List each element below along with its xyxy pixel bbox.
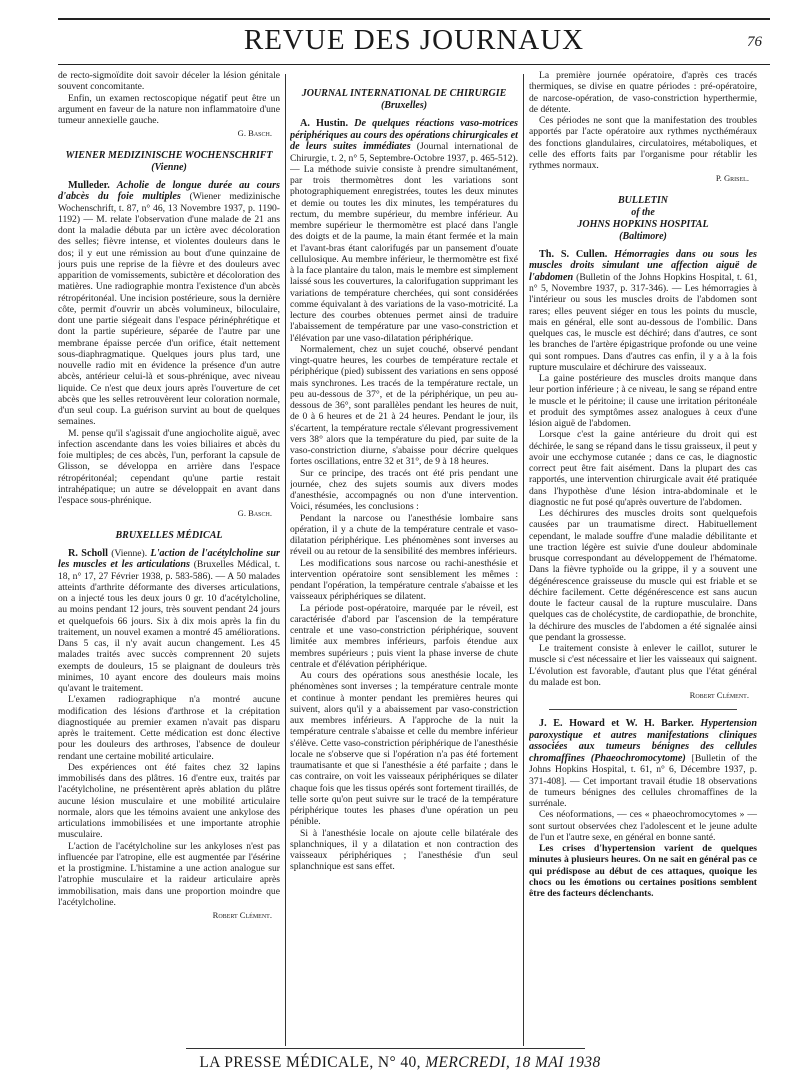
paragraph: Les modifications sous narcose ou rachi-anesthésie et intervention opératoire sont sensiblement les mêmes : pendant l'opération, la température centrale s'abaisse et les vaisseaux périphériques se dilatent. [290,557,518,603]
page-number: 76 [747,34,762,50]
paragraph: Au cours des opérations sous anesthésie locale, les phénomènes sont inverses ; la température centrale monte et continue à monter pendant les premières heures qui suivent, alors qu'il y a abaissement par vaso-constriction aux membres inférieurs. A l'approche de la nuit la température centrale s'abaisse et celle du membre inférieur s'élève. Cette vaso-constriction périphérique de l'anesthésie locale ne s'observe que si l'opération n'a pas été fortement traumatisante et que si l'anesthésie a été parfaite ; dans le cas contraire, on voit les vaisseaux périphériques se dilater chaque fois que les tissus opérés sont fortement tiraillés, de telle sorte qu'on peut suivre sur le tracé de la température périphérique toutes les phases d'une opération un peu pénible. [290,670,518,828]
journal-heading: JOURNAL INTERNATIONAL DE CHIRURGIE (Bruxelles) [301,88,507,111]
paragraph: Normalement, chez un sujet couché, observé pendant vingt-quatre heures, les courbes de température rectale et périphérique (pied) subissent des variations en sens opposé mais synchrones. Les tracés de la température rectale, un peu au-dessous de 37°, et de la périphérique, un peu au-dessous de 36°, sont parallèles pendant les heures de nuit, de 0 à 6 heures et de 21 à 24 heures. Pendant le jour, ils s'écartent, la température rectale s'élevant progressivement vers 38° alors que la température du pied, par suite de la vaso-constriction diurne, s'abaisse pour décrire quelques fortes oscillations, entre 32 et 31°, de 9 à 18 heures. [290,343,518,468]
signature: P. Grisel. [715,173,749,184]
paragraph: Ces périodes ne sont que la manifestation des troubles apportés par l'acte opératoire aux rythmes nycthéméraux des fonctions glandulaires, circulatoires, métaboliques, et celle des efforts faits par l'organisme pour rétablir les rythmes normaux. [529,115,757,171]
paragraph: Lorsque c'est la gaine antérieure du droit qui est déchirée, le sang se répand dans le tissu graisseux, il peut y avoir une ecchymose cutanée ; dans ce cas, le diagnostic correct peut être fait aisément. Dans la plupart des cas rapportés, une intervention chirurgicale avait été pratiquée dans l'hypothèse d'une lésion intra-abdominale et le diagnostic ne fut posé qu'après ouverture de l'abdomen. [529,429,757,508]
paragraph: M. pense qu'il s'agissait d'une angiocholite aiguë, avec infection ascendante dans les voies biliaires et abcès du foie multiples; de ces abcès, l'un, perforant la capsule de Glisson, se développa en arrière dans l'espace rétropéritonéal; cependant qu'une partie restait intrahépatique; un autre se développait en avant dans l'espace sous-phrénique. [58,427,280,506]
journal-heading: BULLETIN of the JOHNS HOPKINS HOSPITAL (Baltimore) [577,194,709,242]
journal-heading: WIENER MEDIZINISCHE WOCHENSCHRIFT (Vienne) [65,149,273,173]
article-lead: R. Scholl (Vienne). L'action de l'acétylcholine sur les muscles et les articulations (Bruxelles Médical, t. 18, n° 17, 27 Février 1938, p. 583-586). — A 50 malades atteints d'arthrite déformante des diverses articulations, on a injecté tous les deux jours 0 gr. 10 d'acétylcholine, au moins pendant 12 jours, très souvent pendant 24 jours et quelquefois 66 jours. Six à dix mois après la fin du traitement, un nouvel examen a montré 45 améliorations. Dans 5 cas, il n'y avait aucun changement. Les 45 malades traités avec succès comprennent 20 sujets exempts de douleurs, 15 se plaignant de douleurs très minimes, 10 ayant encore des douleurs mais moins qu'avant le traitement. [58,547,280,694]
article-separator [549,709,737,710]
column-divider [285,74,286,1046]
signature: Robert Clément. [212,910,272,920]
paragraph: Si à l'anesthésie locale on ajoute celle bilatérale des splanchniques, il y a dilatation et non contraction des vaisseaux périphériques ; l'anesthésie d'un seul splanchnique est sans effet. [290,827,518,873]
header-top-rule [58,18,770,20]
paragraph: La gaine postérieure des muscles droits manque dans leur portion inférieure ; à ce niveau, le sang se répand entre le muscle et le péritoine; il cause une irritation péritonéale et produit des symptômes assez analogues à ceux d'une lésion aiguë de l'abdomen. [529,373,757,429]
signature: Robert Clément. [689,690,749,700]
paragraph: Sur ce principe, des tracés ont été pris pendant une journée, chez des sujets soumis aux divers modes d'anesthésie, accompagnés ou non d'une intervention. Voici, résumées, les conclusions : [290,467,518,513]
paragraph: Enfin, un examen rectoscopique négatif peut être un argument en faveur de la nature non inflammatoire d'une tumeur annexielle gauche. [58,92,280,126]
page-footer [0,1054,800,1072]
signature: G. Basch. [237,128,272,139]
page-header [58,10,770,60]
paragraph: La première journée opératoire, d'après ces tracés thermiques, se divise en quatre périodes : pré-opératoire, de narcose-opération, de vaso-constriction hyperthermie, de détente. [529,70,757,115]
paragraph: Les crises d'hypertension varient de quelques minutes à plusieurs heures. On ne sait en général pas ce qui prédispose au début de ces attaques, quoique les chocs ou les émotions ou certaines positions semblent être des facteurs déclenchants. [529,843,757,899]
paragraph: de recto-sigmoïdite doit savoir déceler la lésion génitale souvent concomitante. [58,70,280,93]
article-lead: Th. S. Cullen. Hémorragies dans ou sous les muscles droits simulant une affection aiguë de l'abdomen (Bulletin of the Johns Hopkins Hospital, t. 61, n° 5, Novembre 1937, p. 317-346). — Les hémorragies à l'intérieur ou sous les muscles droits de l'abdomen sont rares; elles peuvent siéger en tous les points du muscle, mais en général, elle sont au-dessous de l'ombilic. Dans quelques cas, le muscle est déchiré; dans d'autres, ce sont les branches de l'artère épigastrique profonde ou une veine qui sont rompues. Dans d'autres cas enfin, il y a à la fois rupture musculaire et déchirure des vaisseaux. [529,248,757,373]
footer-date: MERCREDI, 18 MAI 1938 [425,1054,601,1071]
paragraph: Des expériences ont été faites chez 32 lapins immobilisés dans des plâtres. 16 d'entre eux, traités par l'acétylcholine, ne présentèrent après ablation du plâtre aucune lésion musculaire et une mobilité articulaire normale, alors que les témoins avaient une ankylose des articulations immobilisées et une importante atrophie musculaire. [58,761,280,841]
article-lead: J. E. Howard et W. H. Barker. Hypertension paroxystique et autres manifestations cliniques associées aux tumeurs bénignes des cellules chromaffines (Phaeochromocytome) [Bulletin of the Johns Hopkins Hospital, t. 61, n° 6, Décembre 1937, p. 371-408]. — Cet important travail étudie 18 observations de tumeurs bénignes des cellules chromaffines de la surrénale. [529,718,757,809]
column-right [529,70,757,1050]
paragraph: Pendant la narcose ou l'anesthésie lombaire sans opération, il y a chute de la température centrale et vaso-dilatation périphérique. Les phénomènes sont inverses au réveil ou au retour de la sensibilité des membres inférieurs. [290,512,518,558]
column-left [58,70,280,1050]
paragraph: Le traitement consiste à enlever le caillot, suturer le muscle si c'est nécessaire et lier les vaisseaux qui saignent. L'évolution est favorable, d'autant plus que l'état général du malade est bon. [529,643,757,688]
article-lead: Mulleder. Acholie de longue durée au cours d'abcès du foie multiples (Wiener medizinische Wochenschrift, t. 87, n° 46, 13 Novembre 1937, p. 1190-1192) — M. relate l'observation d'une malade de 21 ans dont la maladie débuta par un ictère avec décoloration des selles; fièvre intense, et violentes douleurs dans le dos; il y eut une rémission au bout d'une quinzaine de jours puis une reprise de la fièvre et des douleurs avec apparition de vomissements, subictère et décoloration des matières. Une radiographie montra l'existence d'un abcès rétropéritonéal. Une incision postérieure, sous la dernière côte, permit d'ouvrir un abcès volumineux, biloculaire, dont une partie siégeait dans l'espace périnéphrétique et dont la partie supérieure, séparée de l'autre par une membrane épaisse percée d'un orifice, était nettement sous-diaphragmatique. Quelques jours plus tard, une nouvelle radio mit en évidence la présence d'un autre abcès, antérieur celui-là et sous-phrénique, avec niveau liquide. Ce n'est que deux jours après l'ouverture de cet abcès que les selles retrouvèrent leur coloration normale, d'un seul coup. La guérison survint au bout de quelques semaines. [58,179,280,428]
column-middle [290,70,518,1050]
article-lead: A. Hustin. De quelques réactions vaso-motrices périphériques au cours des opérations chirurgicales et de leurs suites immédiates (Journal international de Chirurgie, t. 2, n° 5, Septembre-Octobre 1937, p. 465-512). — La méthode suivie consiste à prendre simultanément, par trois thermomètres dont les variations sont photographiquement enregistrées, toutes les deux minutes et demie ou toutes les dix minutes, les températures du rectum, du membre supérieur, du membre inférieur. Au membre supérieur le thermomètre est placé dans l'angle des doigts et de la paume, la main étant fermée et la main et l'avant-bras étant calorifugés par un pansement d'ouate cellulosique. Au membre inférieur, le thermomètre est fixé à la face plantaire du talon, mais le membre est simplement laissé sous les couvertures, la calorifugation supprimant les variations de température cherchées, qui sont considérées comme équivalant à des variations de la vaso-motricité. La lecture des courbes obtenues permet ainsi de traduire l'abaissement de température par une vaso-constriction et l'élévation par une vaso-dilatation périphérique. [290,118,518,344]
running-title: REVUE DES JOURNAUX [243,24,585,56]
paragraph: L'action de l'acétylcholine sur les ankyloses n'est pas influencée par l'atropine, elle est augmentée par l'ésérine et la prostigmine. L'histamine a une action analogue sur l'atrophie musculaire et la raideur articulaire après immobilisation, mais dans une proportion moindre que l'acétylcholine. [58,840,280,908]
paragraph: L'examen radiographique n'a montré aucune modification des lésions d'arthrose et la crépitation diagnostiquée au premier examen n'avait pas disparu après le traitement. Cette médication est donc élective pour les douleurs des arthroses, l'absence de douleur rendant une certaine mobilité articulaire. [58,694,280,762]
header-bottom-rule [58,64,770,65]
footer-publication: LA PRESSE MÉDICALE, N° 40, [199,1054,421,1071]
signature: G. Basch. [237,508,272,519]
footer-rule [186,1048,585,1049]
paragraph: La période post-opératoire, marquée par le réveil, est caractérisée d'abord par l'ascension de la température centrale et une vaso-constriction périphérique, souvent limitée aux membres inférieurs, parfois étendue aux membres supérieurs ; puis vient la phase inverse de chute centrale et d'élévation périphérique. [290,602,518,670]
paragraph: Les déchirures des muscles droits sont quelquefois causées par un traumatisme direct. Habituellement cependant, le malade souffre d'une maladie débilitante et une traction légère est suivie d'une douleur abdominale brusque correspondant au développement de l'hématome. Dans la fièvre typhoïde ou la grippe, il y a souvent une dégénérescence graisseuse du muscle qui est friable et se déchire facilement. Cette dégénérescence est sans aucun doute le facteur causal de la rupture musculaire. Dans quelques cas de cholécystite, de cardiopathie, de bronchite, la déchirure des muscles de l'abdomen a été signalée ainsi que pendant la grossesse. [529,508,757,643]
paragraph: Ces néoformations, — ces « phaeochromocytomes » — sont surtout observées chez l'adolescent et le jeune adulte de l'un et l'autre sexe, en général en bonne santé. [529,809,757,843]
column-divider [523,74,524,1046]
journal-heading: BRUXELLES MÉDICAL [115,529,223,541]
